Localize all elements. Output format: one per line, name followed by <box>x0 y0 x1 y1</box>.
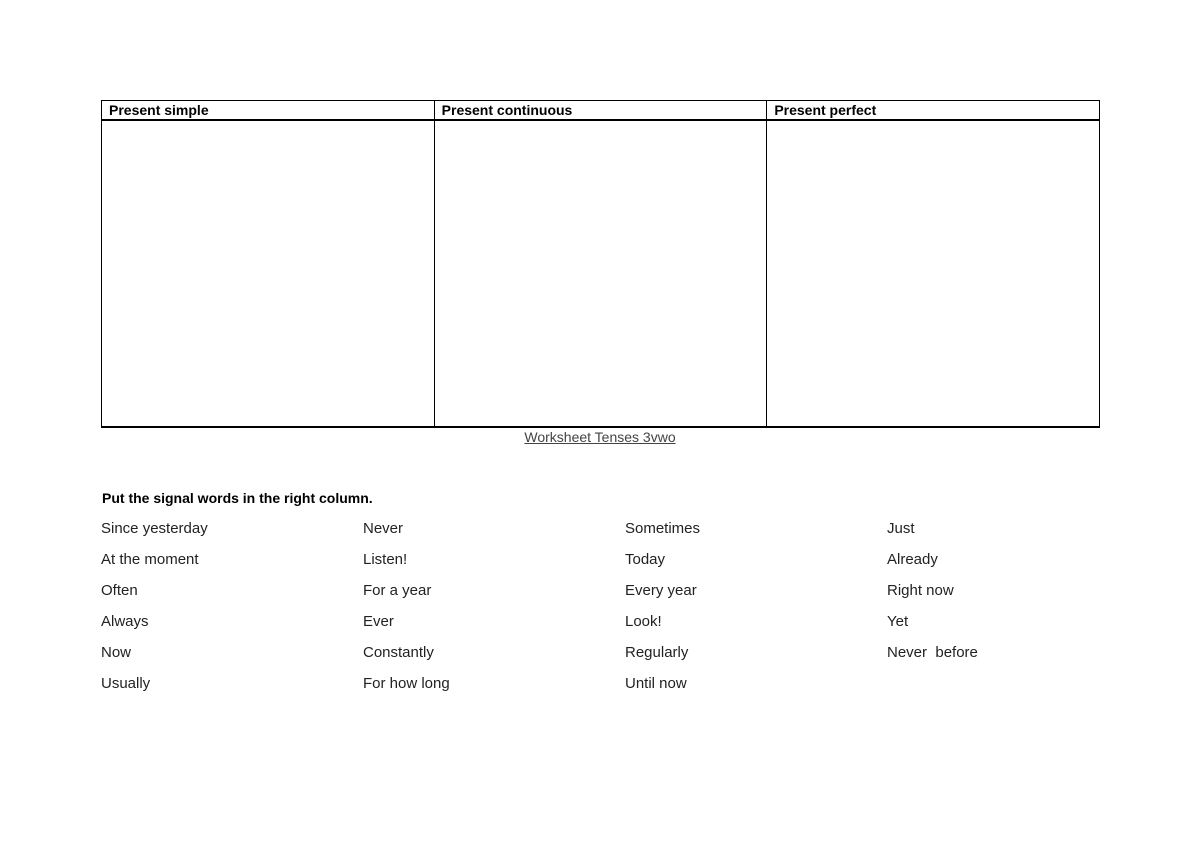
signal-word: Now <box>101 644 132 661</box>
signal-word: Often <box>101 582 138 599</box>
signal-word: Usually <box>101 675 151 692</box>
signal-word: Look! <box>625 613 662 630</box>
signal-word: For a year <box>363 582 432 599</box>
signal-word: Regularly <box>625 644 689 661</box>
signal-word: Every year <box>625 582 697 599</box>
table-header-row <box>102 101 1100 121</box>
signal-word: Never <box>363 520 404 537</box>
signal-word: Today <box>625 551 666 568</box>
signal-word: Right now <box>887 582 954 599</box>
header-present-continuous: Present continuous <box>434 101 767 121</box>
signal-word: Always <box>101 613 149 630</box>
signal-word: Since yesterday <box>101 520 208 537</box>
signal-word: For how long <box>363 675 450 692</box>
present-perfect-cell <box>767 120 1100 427</box>
signal-word: Ever <box>363 613 394 630</box>
present-continuous-cell <box>434 120 767 427</box>
signal-word: Already <box>887 551 938 568</box>
present-simple-cell <box>102 120 435 427</box>
signal-word: Listen! <box>363 551 408 568</box>
signal-word: Sometimes <box>625 520 701 537</box>
table-body-row <box>102 120 1100 427</box>
signal-word: Just <box>887 520 915 537</box>
signal-word: Yet <box>887 613 909 630</box>
signal-word: Never before <box>887 644 978 661</box>
header-present-perfect: Present perfect <box>767 101 1100 121</box>
signal-word <box>887 675 1149 706</box>
tenses-table <box>101 100 1100 428</box>
signal-word: Constantly <box>363 644 434 661</box>
instruction-text: Put the signal words in the right column. <box>102 490 373 506</box>
signal-word: Until now <box>625 675 687 692</box>
worksheet-caption: Worksheet Tenses 3vwo <box>524 429 676 445</box>
signal-word: At the moment <box>101 551 199 568</box>
header-present-simple: Present simple <box>102 101 435 121</box>
signal-words-grid <box>101 520 1149 706</box>
